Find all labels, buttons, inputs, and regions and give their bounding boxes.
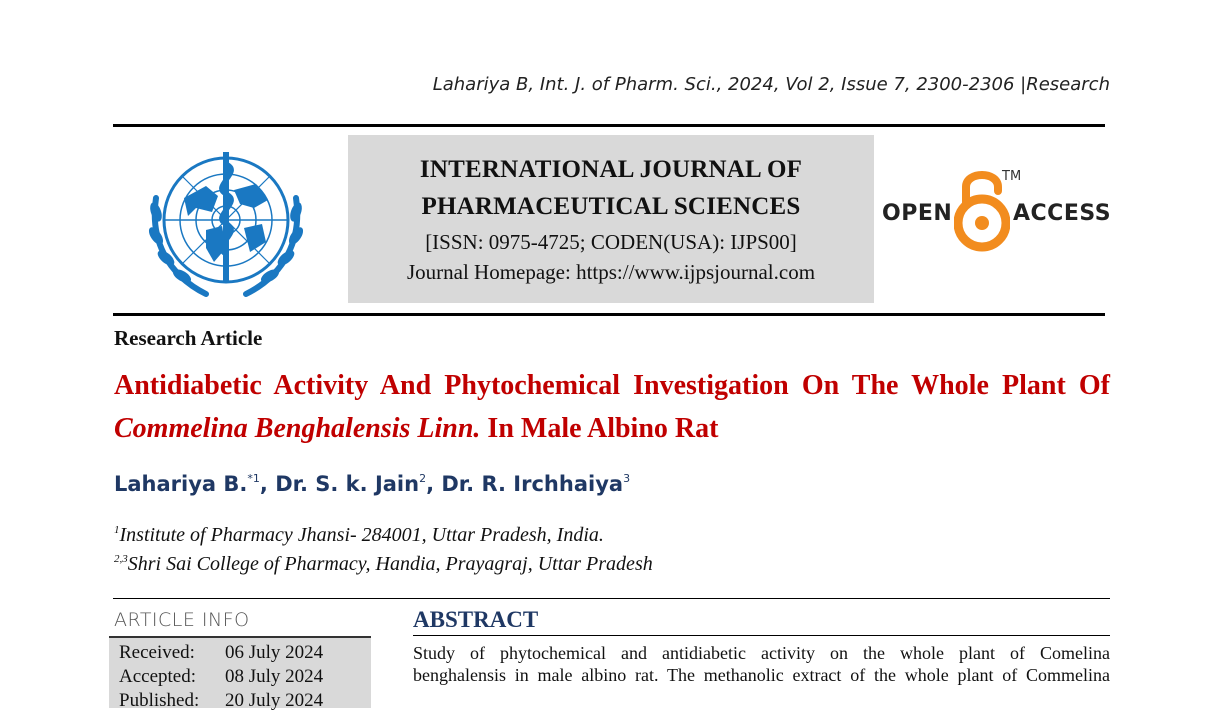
open-access-access-text: ACCESS — [1013, 201, 1112, 226]
author-name: Dr. R. Irchhaiya — [441, 472, 624, 496]
journal-title-box — [348, 135, 874, 303]
who-emblem-logo — [126, 138, 326, 306]
article-info-heading: ARTICLE INFO — [114, 609, 250, 631]
article-type: Research Article — [114, 326, 263, 350]
affiliation-superscript: 1 — [114, 524, 120, 536]
author-superscript: *1 — [247, 472, 260, 485]
author-list — [114, 472, 630, 496]
journal-issn: [ISSN: 0975-4725; CODEN(USA): IJPS00] — [425, 230, 797, 254]
author-name: Lahariya B. — [114, 472, 248, 496]
journal-name-line2: PHARMACEUTICAL SCIENCES — [421, 193, 801, 220]
trademark-symbol: TM — [1002, 169, 1022, 184]
article-title-part2: In Male Albino Rat — [480, 413, 719, 444]
abstract-rule — [413, 635, 1110, 636]
open-access-logo — [880, 165, 1112, 255]
section-divider — [113, 598, 1110, 599]
article-info-box — [109, 636, 371, 711]
abstract-text — [413, 642, 1110, 686]
affiliation-text: Shri Sai College of Pharmacy, Handia, Prayagraj, Uttar Pradesh — [127, 553, 653, 575]
article-title-species: Commelina Benghalensis Linn. — [114, 413, 481, 444]
received-row — [119, 642, 323, 664]
accepted-date: 08 July 2024 — [225, 666, 324, 687]
published-label: Published: — [119, 690, 200, 711]
article-title-part1: Antidiabetic Activity And Phytochemical Investigation On The Whole Plant Of — [114, 370, 1110, 401]
received-date: 06 July 2024 — [225, 642, 324, 663]
abstract-heading: ABSTRACT — [413, 607, 539, 632]
abstract-line: Study of phytochemical and antidiabetic activity on the whole plant of Comelina — [413, 643, 1110, 663]
author-name: Dr. S. k. Jain — [275, 472, 420, 496]
accepted-label: Accepted: — [119, 666, 197, 687]
published-date: 20 July 2024 — [225, 690, 324, 711]
author-superscript: 2 — [419, 472, 427, 485]
abstract-line: benghalensis in male albino rat. The methanolic extract of the whole plant of Commelina — [413, 665, 1110, 685]
journal-homepage: Journal Homepage: https://www.ijpsjournal.com — [406, 260, 816, 284]
author-separator: , — [259, 472, 276, 496]
affiliation — [114, 553, 653, 576]
affiliation-text: Institute of Pharmacy Jhansi- 284001, Uttar Pradesh, India. — [119, 524, 604, 546]
accepted-row — [119, 666, 323, 688]
author-superscript: 3 — [623, 472, 631, 485]
journal-name-line1: INTERNATIONAL JOURNAL OF — [419, 156, 803, 183]
article-citation: Lahariya B, Int. J. of Pharm. Sci., 2024, Vol 2, Issue 7, 2300-2306 |Research — [432, 74, 1110, 95]
affiliation — [114, 524, 604, 547]
header-top-rule — [113, 124, 1105, 127]
open-access-open-text: OPEN — [882, 201, 953, 226]
author-separator: , — [426, 472, 442, 496]
affiliation-superscript: 2,3 — [114, 553, 128, 565]
article-title — [114, 364, 1110, 450]
header-bottom-rule — [113, 313, 1105, 316]
published-row — [119, 690, 323, 712]
received-label: Received: — [119, 642, 195, 663]
